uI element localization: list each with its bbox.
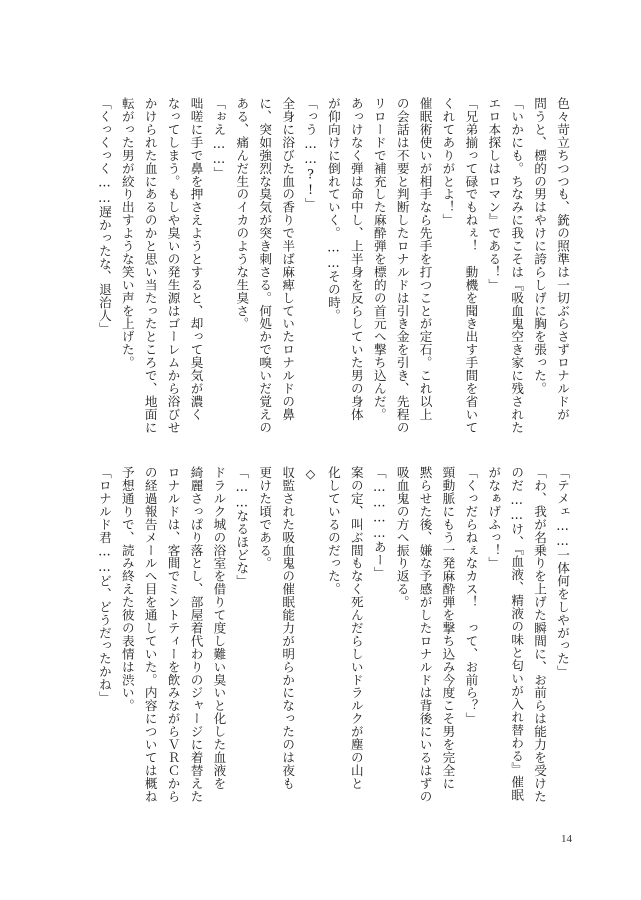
- text-line: の経過報告メールへ目を通していた。内容については概ね: [142, 466, 158, 803]
- text-line: に、突如強烈な臭気が突き刺さる。何処かで嗅いだ覚えの: [257, 97, 273, 434]
- page-number: 14: [561, 833, 572, 845]
- text-line: ドラルク城の浴室を借りて度し難い臭いと化した血液を: [211, 466, 227, 790]
- dialogue-line: 「わ、我が名乗りを上げた瞬間に、お前らは能力を受けた: [532, 466, 548, 803]
- text-line: リロードで補充した麻酔弾を標的の首元へ撃ち込んだ。: [371, 97, 387, 421]
- text-line: 催眠術使いが相手なら先手を打つことが定石。これ以上: [417, 97, 433, 421]
- dialogue-line: がなぁげふっ！」: [486, 466, 502, 570]
- text-line: 黙らせた後、嫌な予感がしたロナルドは背後にいるはずの: [417, 466, 433, 803]
- dialogue-line: 「…………あー」: [371, 466, 387, 580]
- text-line: 収監された吸血鬼の催眠能力が明らかになったのは夜も: [280, 466, 296, 790]
- bottom-text-block: [92, 466, 573, 846]
- text-line: 予想通りで、読み終えた彼の表情は渋い。: [119, 466, 135, 713]
- text-line: 化しているのだった。: [325, 466, 341, 596]
- dialogue-line: 「ぉえ……」: [211, 97, 227, 180]
- scene-break-mark: ◇: [303, 466, 319, 482]
- text-line: かけられた血にあるのかと思い当たったところで、地面に: [142, 97, 158, 434]
- dialogue-line: 「いかにも。ちなみに我こそは『吸血鬼空き家に残された: [509, 97, 525, 434]
- dialogue-line: 「……なるほどな」: [234, 466, 250, 588]
- text-line: 吸血鬼の方へ振り返る。: [394, 466, 410, 609]
- text-line: 問うと、標的の男はやけに誇らしげに胸を張った。: [532, 97, 548, 395]
- dialogue-line: エロ本探しはロマン』である！」: [486, 97, 502, 292]
- text-line: なってしまう。もしや臭いの発生源はゴーレムから浴びせ: [165, 97, 181, 434]
- text-line: が仰向けに倒れていく。……その時。: [325, 97, 341, 322]
- text-line: 転がった男が絞り出すような笑い声を上げた。: [119, 97, 135, 369]
- dialogue-line: のだ……け、『血液、精液の味と匂いが入れ替わる』催眠: [509, 466, 525, 802]
- text-line: 咄嗟に手で鼻を押さえようとすると、却って臭気が濃く: [188, 97, 204, 421]
- dialogue-line: 「ロナルド君……ど、どうだったかね」: [96, 466, 112, 704]
- text-line: ある、痛んだ生のイカのような生臭さ。: [234, 97, 250, 331]
- text-line: 色々苛立ちつつも、銃の照準は一切ぶらさずロナルドが: [555, 97, 570, 421]
- text-line: ロナルドは、客間でミントティーを飲みながらＶＲＣから: [165, 466, 181, 803]
- dialogue-line: 「テメェ……一体何をしやがった」: [555, 466, 570, 678]
- text-line: 案の定、叫ぶ間もなく死んだらしいドラルクが塵の山と: [348, 466, 364, 790]
- dialogue-line: 「くっくっく……遅かったな、退治人」: [96, 97, 112, 335]
- text-line: 綺麗さっぱり落とし、部屋着代わりのジャージに着替えた: [188, 466, 204, 803]
- top-text-block: [92, 97, 573, 447]
- dialogue-line: 「っう……?!」: [303, 97, 319, 211]
- dialogue-line: 「兄弟揃って碌でもねぇ！ 動機を聞き出す手間を省いて: [463, 97, 479, 434]
- text-line: あっけなく弾は命中し、上半身を反らしていた男の身体: [348, 97, 364, 421]
- text-line: 更けた頃である。: [257, 466, 273, 570]
- text-line: 全身に浴びた血の香りで半ば麻痺していたロナルドの鼻: [280, 97, 296, 421]
- text-line: 頸動脈にもう一発麻酔弾を撃ち込み今度こそ男を完全に: [440, 466, 456, 790]
- dialogue-line: くれてありがとよ！」: [440, 97, 456, 227]
- text-line: の会話は不要と判断したロナルドは引き金を引き、先程の: [394, 97, 410, 434]
- dialogue-line: 「くっだらねぇなカス！ って、お前ら？」: [463, 466, 479, 725]
